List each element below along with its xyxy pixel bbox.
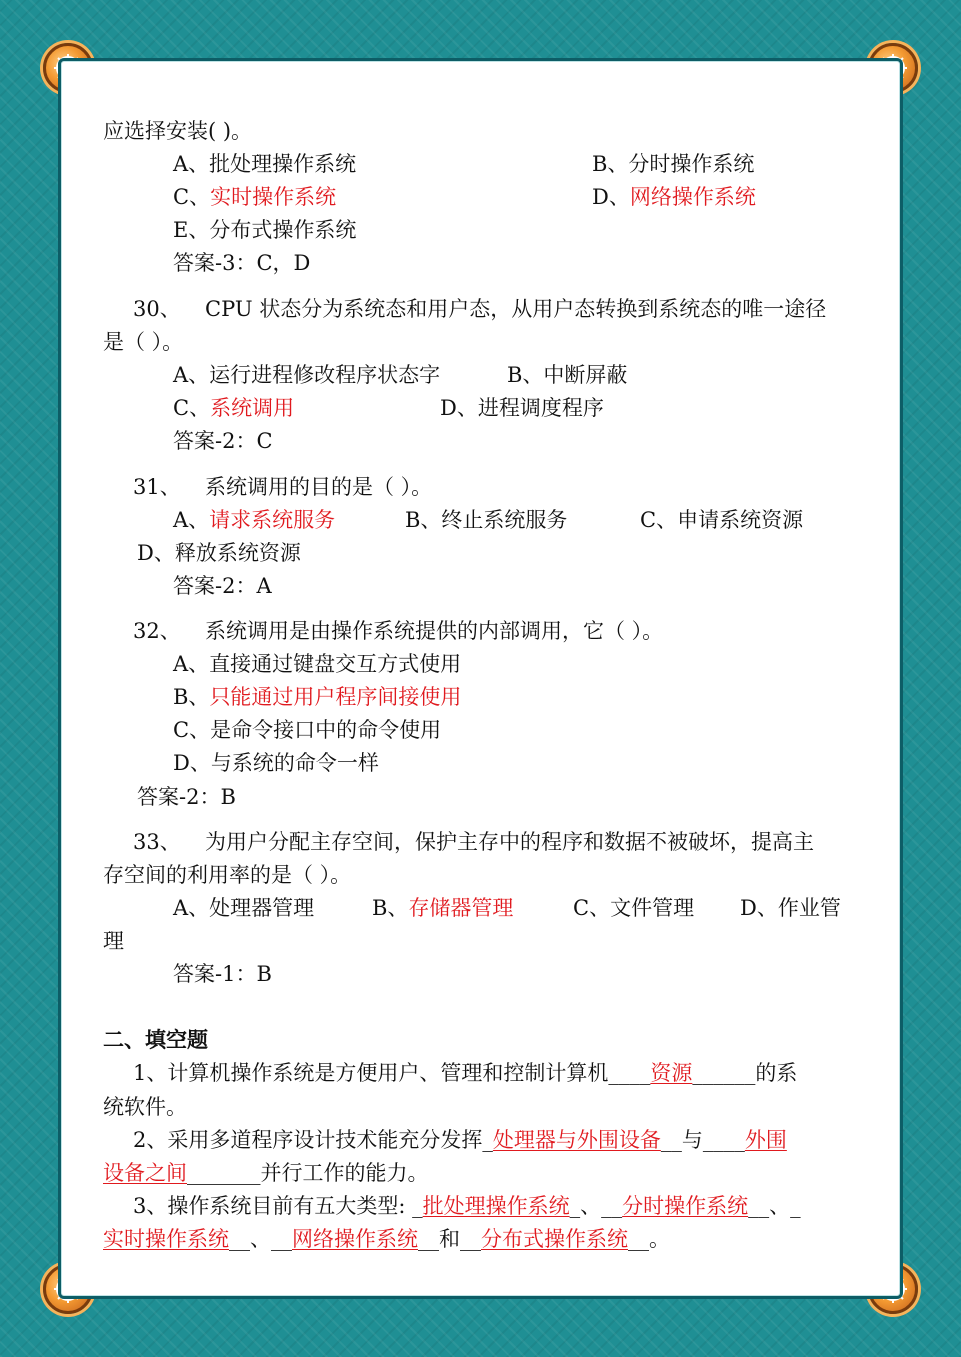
q31-answer: 答案-2：A xyxy=(173,574,272,598)
q29-answer: 答案-3：C，D xyxy=(173,251,311,275)
q31-stem: 系统调用的目的是（ ）。 xyxy=(205,475,433,499)
q32-option-c: C、是命令接口中的命令使用 xyxy=(173,718,442,742)
q32-option-b: B、只能通过用户程序间接使用 xyxy=(173,685,462,709)
q30-number: 30、 xyxy=(133,297,181,321)
fill-2-line2: 设备之间_______并行工作的能力。 xyxy=(103,1161,429,1185)
q33-stem-line2: 存空间的利用率的是（ ）。 xyxy=(103,863,352,887)
q30-option-d: D、进程调度程序 xyxy=(440,396,604,420)
q31-option-a: A、请求系统服务 xyxy=(173,508,336,532)
q33-option-c: C、文件管理 xyxy=(573,896,695,920)
q32-stem: 系统调用是由操作系统提供的内部调用，它（ ）。 xyxy=(205,619,664,643)
q31-number: 31、 xyxy=(133,475,181,499)
fill-1-line2: 统软件。 xyxy=(103,1095,187,1119)
q30-stem-line2: 是（ ）。 xyxy=(103,330,184,354)
section-title: 二、填空题 xyxy=(103,1028,208,1052)
q32-option-a: A、直接通过键盘交互方式使用 xyxy=(173,652,462,676)
q32-option-d: D、与系统的命令一样 xyxy=(173,751,379,775)
q29-option-e: E、分布式操作系统 xyxy=(173,218,357,242)
q32-number: 32、 xyxy=(133,619,181,643)
q29-stem-tail: 应选择安装( )。 xyxy=(103,119,253,143)
q29-option-c: C、实时操作系统 xyxy=(173,185,337,209)
q31-option-c: C、申请系统资源 xyxy=(640,508,804,532)
q30-stem-line1: CPU 状态分为系统态和用户态，从用户态转换到系统态的唯一途径 xyxy=(205,297,827,321)
fill-3-line2: 实时操作系统__、__网络操作系统__和__分布式操作系统__。 xyxy=(103,1227,670,1251)
q31-option-d: D、释放系统资源 xyxy=(137,541,301,565)
q29-option-b: B、分时操作系统 xyxy=(592,152,755,176)
q31-option-b: B、终止系统服务 xyxy=(405,508,568,532)
fill-2-line1: 2、采用多道程序设计技术能充分发挥_处理器与外围设备__与____外围 xyxy=(133,1128,787,1152)
q33-option-d: D、作业管 xyxy=(740,896,841,920)
q33-option-d-continued: 理 xyxy=(103,929,124,953)
q32-answer: 答案-2：B xyxy=(137,785,236,809)
q33-option-a: A、处理器管理 xyxy=(173,896,315,920)
q30-option-b: B、中断屏蔽 xyxy=(507,363,628,387)
fill-1-line1: 1、计算机操作系统是方便用户、管理和控制计算机____资源______的系 xyxy=(133,1061,798,1085)
q33-number: 33、 xyxy=(133,830,181,854)
q30-option-a: A、运行进程修改程序状态字 xyxy=(173,363,441,387)
q33-answer: 答案-1：B xyxy=(173,962,272,986)
q29-option-a: A、批处理操作系统 xyxy=(173,152,357,176)
q33-stem-line1: 为用户分配主存空间，保护主存中的程序和数据不被破坏，提高主 xyxy=(205,830,814,854)
q29-option-d: D、网络操作系统 xyxy=(592,185,756,209)
q33-option-b: B、存储器管理 xyxy=(372,896,514,920)
q30-answer: 答案-2：C xyxy=(173,429,273,453)
fill-3-line1: 3、操作系统目前有五大类型: _批处理操作系统_、__分时操作系统__、_ xyxy=(133,1194,801,1218)
q30-option-c: C、系统调用 xyxy=(173,396,295,420)
